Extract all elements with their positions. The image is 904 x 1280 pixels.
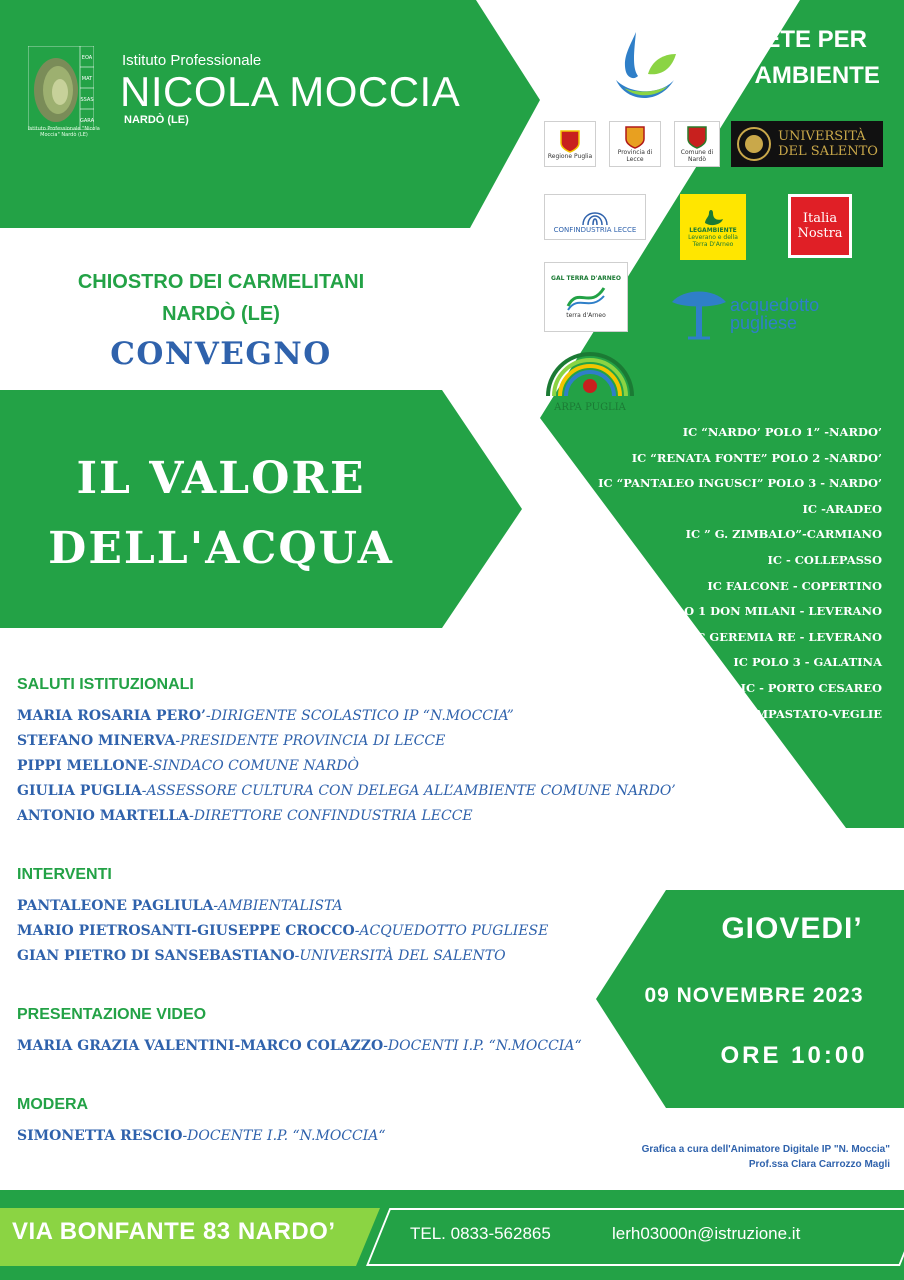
acquedotto-name-1: acquedotto bbox=[730, 295, 820, 315]
network-title-line2: L'AMBIENTE bbox=[734, 62, 880, 89]
school-item: IC GEREMIA RE - LEVERANO bbox=[690, 629, 882, 644]
provincia-lecce-caption: Provincia di Lecce bbox=[617, 149, 653, 163]
gal-terra-arneo-logo bbox=[544, 262, 628, 332]
speaker-row bbox=[17, 783, 676, 799]
speaker-row bbox=[17, 948, 506, 964]
school-item: IC “PANTALEO INGUSCI” POLO 3 - NARDO’ bbox=[598, 476, 882, 491]
event-date: 09 NOVEMBRE 2023 bbox=[644, 984, 864, 1007]
arpa-caption: ARPA PUGLIA bbox=[554, 402, 626, 413]
school-item: IC FALCONE - COPERTINO bbox=[707, 578, 882, 593]
logo-letter-2: MAT bbox=[81, 76, 93, 82]
school-item: IC - COLLEPASSO bbox=[767, 552, 882, 567]
logo-letter-1: EOA bbox=[81, 55, 93, 61]
footer-address: VIA BONFANTE 83 NARDO’ bbox=[12, 1218, 336, 1245]
event-title bbox=[0, 444, 442, 584]
graphics-credit bbox=[642, 1142, 890, 1172]
speaker-role: -SINDACO COMUNE NARDÒ bbox=[148, 758, 360, 774]
speaker-role: -DOCENTI I.P. “N.MOCCIA“ bbox=[383, 1038, 582, 1054]
speaker-row bbox=[17, 758, 359, 774]
school-item: IC P. IMPASTATO-VEGLIE bbox=[716, 706, 882, 721]
speaker-name: STEFANO MINERVA bbox=[17, 733, 176, 749]
gal-caption-1: GAL TERRA D'ARNEO bbox=[551, 275, 621, 282]
school-item: IC POLO 3 - GALATINA bbox=[733, 655, 882, 670]
regione-puglia-emblem-icon bbox=[559, 129, 581, 153]
speaker-name: PANTALEONE PAGLIULA bbox=[17, 898, 214, 914]
school-item: IC “NARDO’ POLO 1” -NARDO’ bbox=[682, 425, 882, 439]
event-day: GIOVEDI’ bbox=[721, 912, 863, 945]
footer-email[interactable]: lerh03000n@istruzione.it bbox=[612, 1224, 801, 1243]
venue-line2: NARDÒ (LE) bbox=[162, 303, 280, 325]
comune-nardo-logo bbox=[674, 121, 720, 167]
speaker-name: GIAN PIETRO DI SANSEBASTIANO bbox=[17, 948, 295, 964]
credit-line2: Prof.ssa Clara Carrozzo Magli bbox=[748, 1159, 890, 1170]
video-heading: PRESENTAZIONE VIDEO bbox=[17, 1006, 207, 1023]
event-time: ORE 10:00 bbox=[720, 1042, 868, 1069]
legambiente-caption-2: Leverano e della Terra D'Arneo bbox=[688, 233, 738, 248]
speaker-row bbox=[17, 1038, 582, 1054]
legambiente-swan-icon bbox=[701, 207, 725, 227]
logo-caption: Istituto Professionale "Nicola Moccia" Nardò (LE) bbox=[28, 126, 100, 138]
saluti-heading: SALUTI ISTITUZIONALI bbox=[17, 676, 194, 693]
olive-tree-icon bbox=[668, 288, 730, 340]
school-item: IC - PORTO CESAREO bbox=[740, 680, 882, 695]
speaker-row bbox=[17, 1128, 386, 1144]
gal-caption-2: terra d'Arneo bbox=[566, 312, 606, 319]
legambiente-logo bbox=[680, 194, 746, 260]
speaker-role: -PRESIDENTE PROVINCIA DI LECCE bbox=[175, 733, 446, 749]
arpa-rainbow-icon bbox=[544, 350, 636, 398]
confindustria-logo bbox=[544, 194, 646, 240]
gal-wave-icon bbox=[566, 282, 606, 312]
speaker-name: SIMONETTA RESCIO bbox=[17, 1128, 183, 1144]
speaker-row bbox=[17, 733, 445, 749]
regione-puglia-logo bbox=[544, 121, 596, 167]
speaker-role: -ASSESSORE CULTURA CON DELEGA ALL’AMBIENTE COMUNE NARDO’ bbox=[141, 783, 676, 799]
school-item: IC -ARADEO bbox=[802, 501, 882, 516]
unisalento-logo bbox=[731, 121, 883, 167]
school-item: IC ” G. ZIMBALO”-CARMIANO bbox=[685, 527, 882, 542]
nautilus-logo-icon bbox=[28, 46, 94, 130]
logo-letter-3: SSAS bbox=[80, 97, 94, 103]
school-city: NARDÒ (LE) bbox=[124, 114, 189, 126]
speaker-row bbox=[17, 708, 514, 724]
speaker-name: GIULIA PUGLIA bbox=[17, 783, 142, 799]
school-item: IC POLO 1 DON MILANI - LEVERANO bbox=[638, 604, 882, 619]
speaker-row bbox=[17, 923, 548, 939]
arpa-puglia-logo bbox=[542, 350, 638, 414]
unisalento-name-2: DEL SALENTO bbox=[778, 144, 878, 159]
speaker-name: MARIA ROSARIA PERO’ bbox=[17, 708, 206, 724]
school-item: IC “RENATA FONTE” POLO 2 -NARDO’ bbox=[631, 450, 882, 465]
speaker-role: -DIRETTORE CONFINDUSTRIA LECCE bbox=[189, 808, 473, 824]
provincia-lecce-emblem-icon bbox=[624, 125, 646, 149]
unisalento-seal-icon bbox=[736, 126, 772, 162]
comune-nardo-caption: Comune di Nardò bbox=[680, 149, 714, 163]
confindustria-mark-icon bbox=[580, 201, 610, 227]
speaker-role: -DOCENTE I.P. “N.MOCCIA“ bbox=[182, 1128, 386, 1144]
speaker-name: MARIA GRAZIA VALENTINI-MARCO COLAZZO bbox=[17, 1038, 384, 1054]
confindustria-caption: CONFINDUSTRIA LECCE bbox=[553, 225, 637, 234]
acquedotto-pugliese-logo bbox=[668, 288, 858, 340]
venue bbox=[28, 266, 414, 330]
event-title-line2: DELL'ACQUA bbox=[48, 523, 394, 574]
speaker-role: -ACQUEDOTTO PUGLIESE bbox=[354, 923, 549, 939]
speaker-row bbox=[17, 898, 343, 914]
speaker-row bbox=[17, 808, 473, 824]
institute-label: Istituto Professionale bbox=[122, 52, 262, 69]
event-title-line1: IL VALORE bbox=[76, 453, 366, 504]
regione-puglia-caption: Regione Puglia bbox=[547, 152, 593, 160]
logo-letter-4: GARA bbox=[80, 118, 94, 124]
venue-line1: CHIOSTRO DEI CARMELITANI bbox=[77, 271, 365, 293]
italia-nostra-logo bbox=[788, 194, 852, 258]
schools-list bbox=[582, 420, 882, 727]
network-title-line1: RETE PER bbox=[746, 26, 868, 53]
network-title bbox=[712, 22, 902, 94]
speaker-name: MARIO PIETROSANTI-GIUSEPPE CROCCO bbox=[17, 923, 355, 939]
speaker-role: -AMBIENTALISTA bbox=[213, 898, 343, 914]
unisalento-name-1: UNIVERSITÀ bbox=[778, 129, 866, 144]
speaker-role: -DIRIGENTE SCOLASTICO IP “N.MOCCIA” bbox=[205, 708, 514, 724]
acquedotto-name-2: pugliese bbox=[730, 313, 798, 333]
comune-nardo-emblem-icon bbox=[686, 125, 708, 149]
event-type: CONVEGNO bbox=[110, 336, 332, 372]
italia-nostra-name-2: Nostra bbox=[797, 226, 843, 241]
interventi-heading: INTERVENTI bbox=[17, 866, 112, 883]
credit-line1: Grafica a cura dell'Animatore Digitale IP "N. Moccia" bbox=[641, 1144, 890, 1155]
italia-nostra-name-1: Italia bbox=[802, 211, 838, 226]
provincia-lecce-logo bbox=[609, 121, 661, 167]
speaker-name: ANTONIO MARTELLA bbox=[17, 808, 190, 824]
modera-heading: MODERA bbox=[17, 1096, 89, 1113]
speaker-role: -UNIVERSITÀ DEL SALENTO bbox=[294, 948, 506, 964]
footer-phone[interactable]: TEL. 0833-562865 bbox=[410, 1224, 551, 1243]
water-drop-leaf-icon bbox=[612, 28, 678, 106]
speaker-name: PIPPI MELLONE bbox=[17, 758, 149, 774]
school-name: NICOLA MOCCIA bbox=[120, 68, 461, 115]
legambiente-caption-1: LEGAMBIENTE bbox=[689, 226, 737, 234]
